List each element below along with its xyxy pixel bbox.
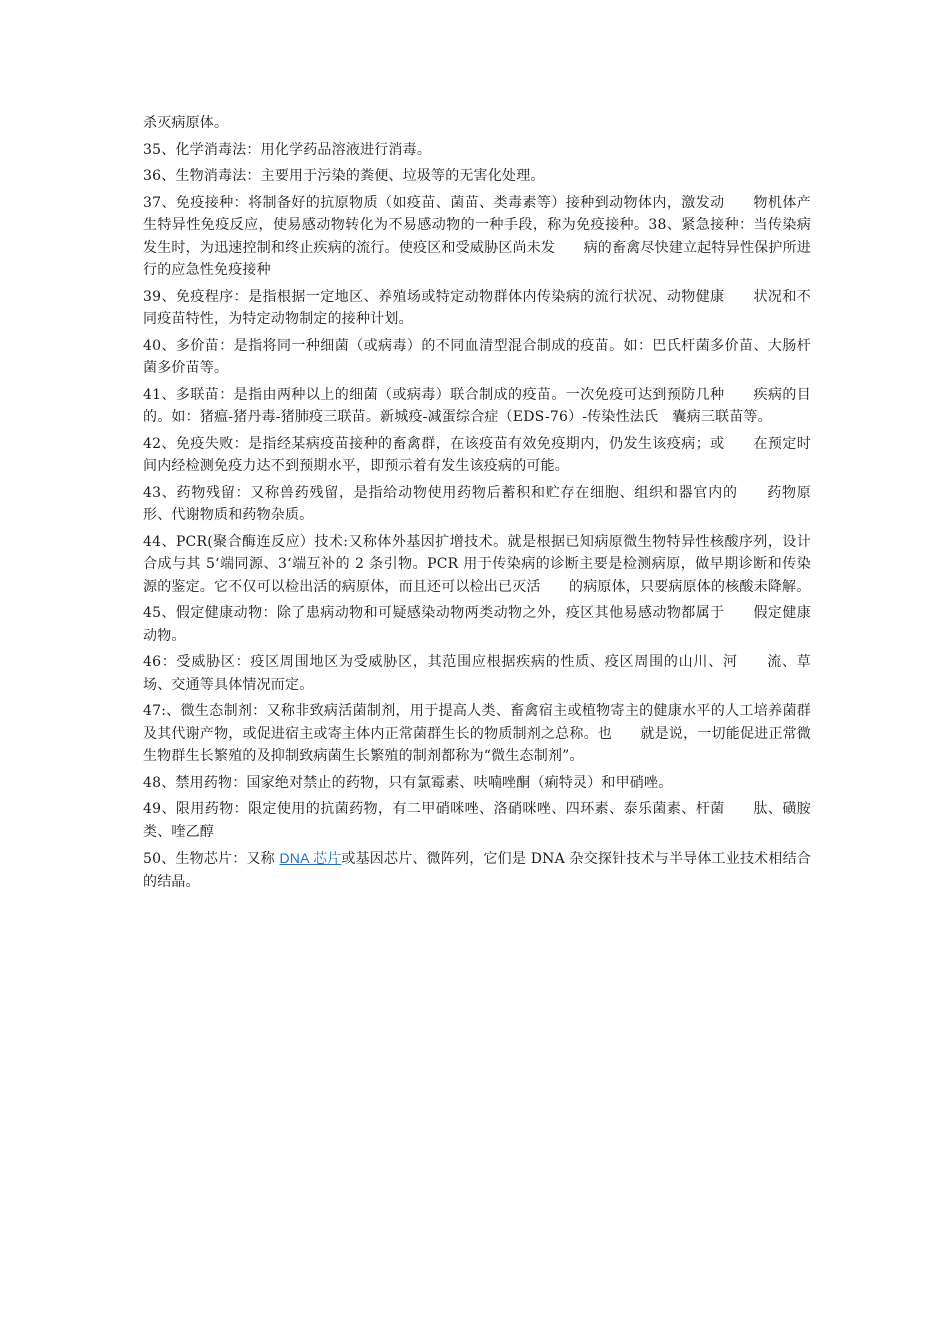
paragraph-6: 40、多价苗：是指将同一种细菌（或病毒）的不同血清型混合制成的疫苗。如：巴氏杆菌多价苗、大肠杆菌多价苗等。	[143, 337, 811, 376]
paragraph-9: 43、药物残留：又称兽药残留，是指给动物使用药物后蓄积和贮存在细胞、组织和器官内的 药物原形、代谢物质和药物杂质。	[143, 484, 811, 523]
paragraph-13: 47:、微生态制剂：又称非致病活菌制剂，用于提高人类、畜禽宿主或植物寄主的健康水平的人工培养菌群及其代谢产物，或促进宿主或寄主体内正常菌群生长的物质制剂之总称。也 就是说，一切能促进正常微生物群生长繁殖的及抑制致病菌生长繁殖的制剂都称为“微生态制剂”。	[143, 703, 811, 764]
paragraph-16-suffix: 或基因芯片、微阵列，它们是 DNA 杂交探针技术与半导体工业技术相结合的结晶。	[143, 851, 811, 890]
document-page	[143, 112, 811, 897]
paragraph-1: 杀灭病原体。	[143, 115, 229, 131]
paragraph-16-prefix: 50、生物芯片：又称	[143, 851, 280, 867]
paragraph-15: 49、限用药物：限定使用的抗菌药物，有二甲硝咪唑、洛硝咪唑、四环素、泰乐菌素、杆菌 肽、磺胺类、喹乙醇	[143, 801, 811, 840]
paragraph-16	[143, 847, 811, 893]
paragraph-12: 46：受威胁区：疫区周围地区为受威胁区，其范围应根据疾病的性质、疫区周围的山川、河 流、草场、交通等具体情况而定。	[143, 654, 811, 693]
paragraph-5: 39、免疫程序：是指根据一定地区、养殖场或特定动物群体内传染病的流行状况、动物健康 状况和不同疫苗特性，为特定动物制定的接种计划。	[143, 288, 811, 327]
paragraph-10: 44、PCR(聚合酶连反应）技术:又称体外基因扩增技术。就是根据已知病原微生物特异性核酸序列，设计合成与其 5‘端同源、3‘端互补的 2 条引物。PCR 用于传染病的诊断主要是检测病原，做早期诊断和传染源的鉴定。它不仅可以检出活的病原体，而且还可以检出已灭活 的病原体，只要病原体的核酸未降解。	[143, 533, 811, 595]
paragraph-11: 45、假定健康动物：除了患病动物和可疑感染动物两类动物之外，疫区其他易感动物都属于 假定健康动物。	[143, 605, 811, 644]
paragraph-14: 48、禁用药物：国家绝对禁止的药物，只有氯霉素、呋喃唑酮（痢特灵）和甲硝唑。	[143, 774, 673, 791]
paragraph-2: 35、化学消毒法：用化学药品溶液进行消毒。	[143, 141, 432, 158]
paragraph-8: 42、免疫失败：是指经某病疫苗接种的畜禽群，在该疫苗有效免疫期内，仍发生该疫病；或 在预定时间内经检测免疫力达不到预期水平，即预示着有发生该疫病的可能。	[143, 435, 811, 474]
paragraph-3: 36、生物消毒法：主要用于污染的粪便、垃圾等的无害化处理。	[143, 168, 545, 184]
paragraph-7: 41、多联苗：是指由两种以上的细菌（或病毒）联合制成的疫苗。一次免疫可达到预防几种 疾病的目的。如：猪瘟-猪丹毒-猪肺疫三联苗。新城疫-减蛋综合症（EDS-76）-传染性法氏 囊病三联苗等。	[143, 386, 811, 425]
paragraph-4: 37、免疫接种：将制备好的抗原物质（如疫苗、菌苗、类毒素等）接种到动物体内，激发动 物机体产生特异性免疫反应，使易感动物转化为不易感动物的一种手段，称为免疫接种。38、紧急接种：当传染病发生时，为迅速控制和终止疾病的流行。使疫区和受威胁区尚未发 病的畜禽尽快建立起特异性保护所进行的应急性免疫接种	[143, 194, 811, 278]
dna-chip-link[interactable]: DNA 芯片	[279, 850, 342, 866]
